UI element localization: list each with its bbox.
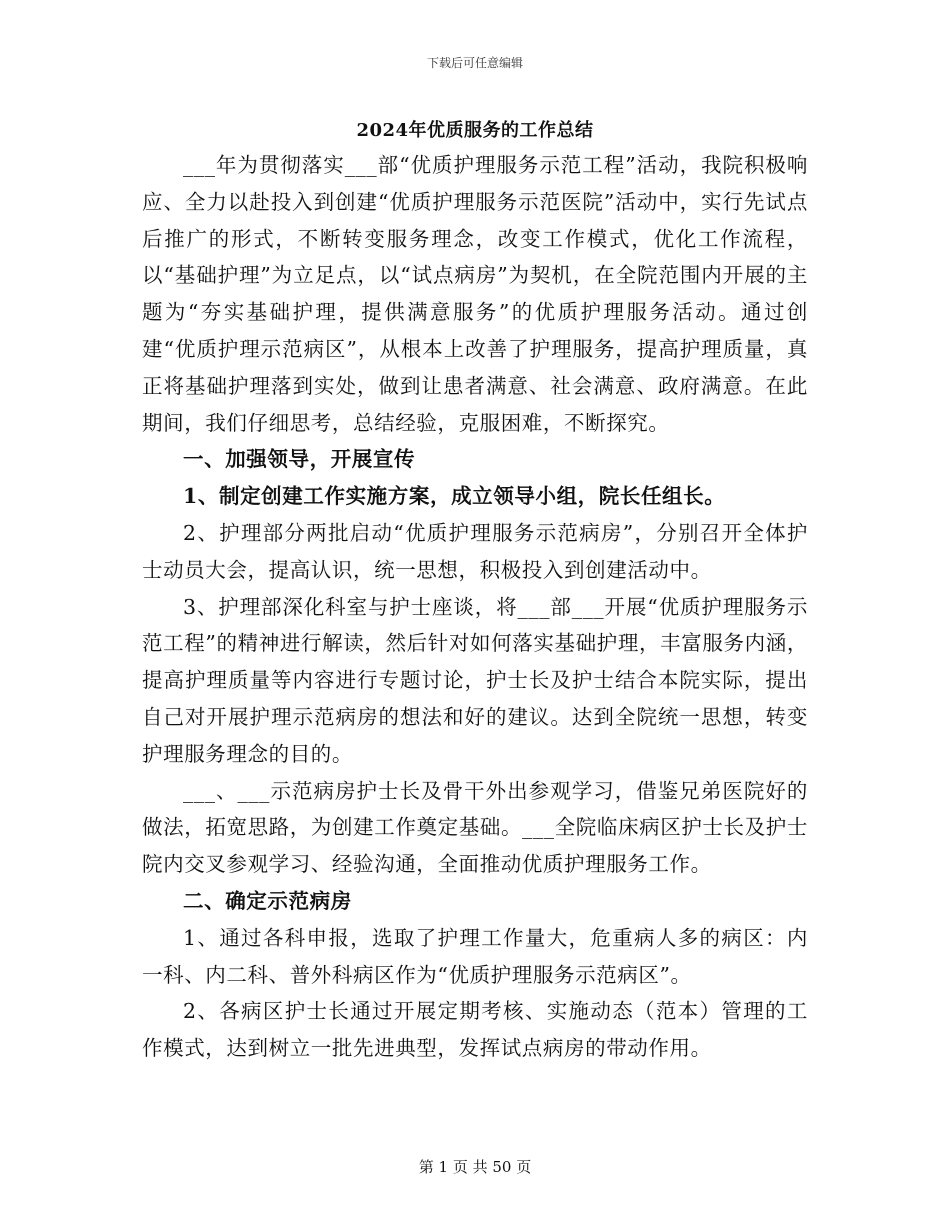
- paragraph: ___、___示范病房护士长及骨干外出参观学习，借鉴兄弟医院好的做法，拓宽思路，为创建工作奠定基础。___全院临床病区护士长及护士院内交叉参观学习、经验沟通，全面推动优质护理服务工作。: [142, 778, 808, 877]
- paragraph: 1、通过各科申报，选取了护理工作量大，危重病人多的病区：内一科、内二科、普外科病区作为“优质护理服务示范病区”。: [142, 925, 808, 987]
- document-title: 2024年优质服务的工作总结: [356, 120, 594, 141]
- paragraph: 3、护理部深化科室与护士座谈，将___部___开展“优质护理服务示范工程”的精神进行解读，然后针对如何落实基础护理，丰富服务内涵，提高护理质量等内容进行专题讨论，护士长及护士结合本院实际，提出自己对开展护理示范病房的想法和好的建议。达到全院统一思想，转变护理服务理念的目的。: [142, 594, 808, 766]
- paragraph: 2、护理部分两批启动“优质护理服务示范病房”，分别召开全体护士动员大会，提高认识，统一思想，积极投入到创建活动中。: [142, 520, 808, 582]
- page-number-footer: 第 1 页 共 50 页: [418, 1158, 532, 1176]
- paragraph: 2、各病区护士长通过开展定期考核、实施动态（范本）管理的工作模式，达到树立一批先进典型，发挥试点病房的带动作用。: [142, 999, 808, 1061]
- section-heading: 一、加强领导，开展宣传: [183, 447, 416, 472]
- header-note: 下载后可任意编辑: [426, 56, 523, 70]
- subsection-heading: 1、制定创建工作实施方案，成立领导小组，院长任组长。: [183, 484, 726, 509]
- paragraph: ___年为贯彻落实___部“优质护理服务示范工程”活动，我院积极响应、全力以赴投入到创建“优质护理服务示范医院”活动中，实行先试点后推广的形式，不断转变服务理念，改变工作模式，优化工作流程，以“基础护理”为立足点，以“试点病房”为契机，在全院范围内开展的主题为“夯实基础护理，提供满意服务”的优质护理服务活动。通过创建“优质护理示范病区”，从根本上改善了护理服务，提高护理质量，真正将基础护理落到实处，做到让患者满意、社会满意、政府满意。在此期间，我们仔细思考，总结经验，克服困难，不断探究。: [142, 153, 808, 435]
- section-heading: 二、确定示范病房: [183, 888, 352, 913]
- document-body: [142, 147, 808, 1067]
